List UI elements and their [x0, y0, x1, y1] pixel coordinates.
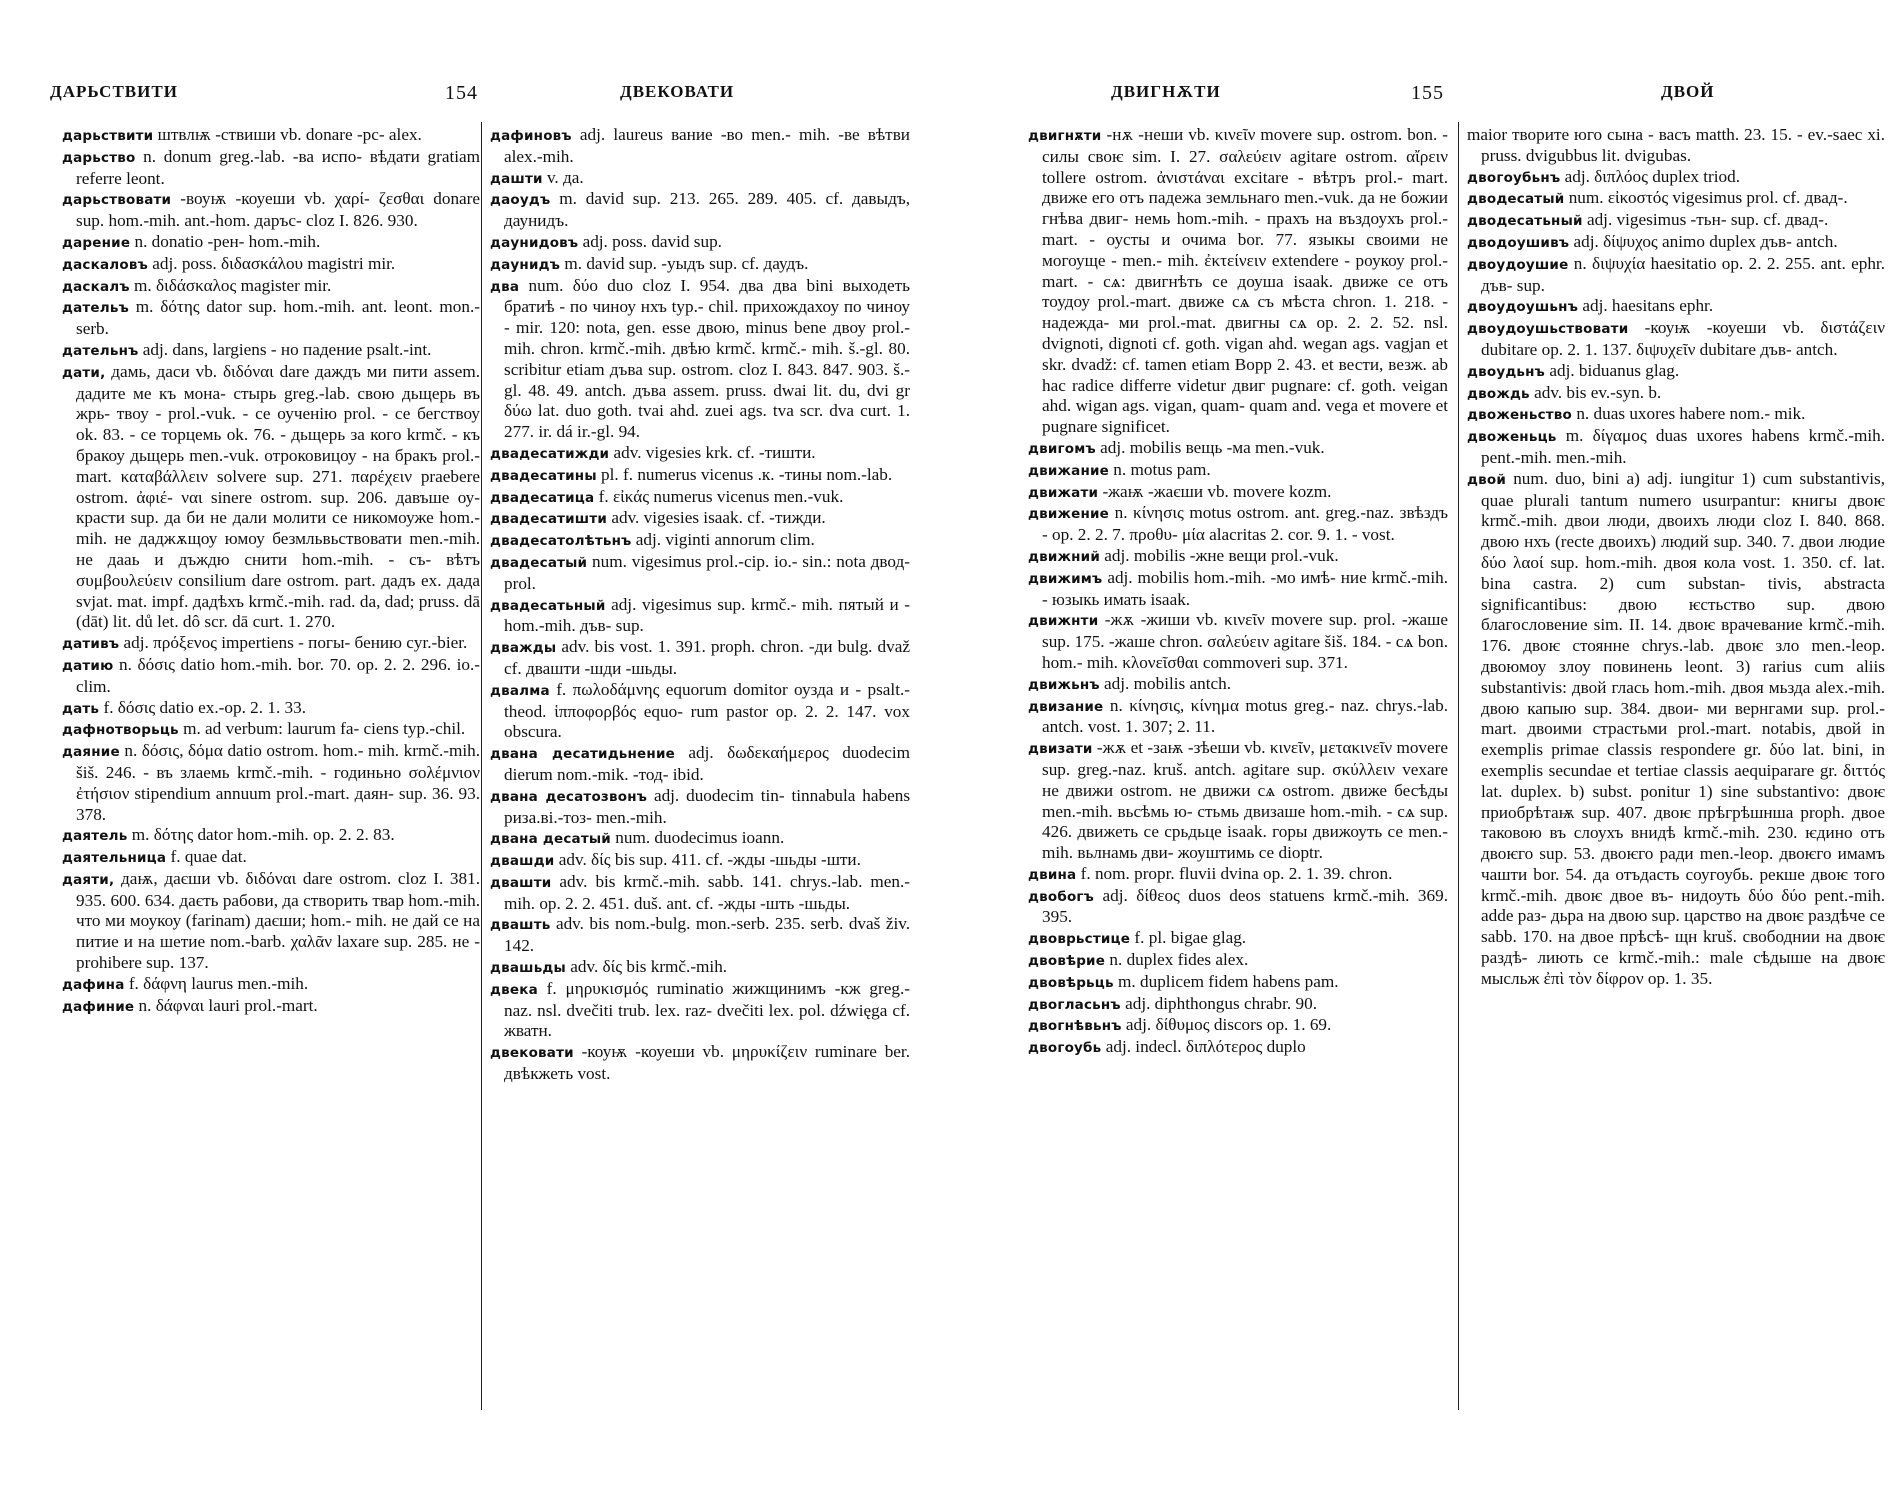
dictionary-entry — [62, 232, 480, 254]
entry-headword: дательъ — [62, 300, 129, 317]
entry-headword: двоудоушие — [1467, 256, 1569, 273]
dictionary-entry — [490, 276, 910, 443]
entry-headword: дафнотворьць — [62, 722, 179, 739]
entry-definition: adj. duodecim tin- tinnabula habens риза.ві.-тоз- men.-mih. — [504, 785, 911, 827]
dictionary-entry — [62, 698, 480, 720]
right-page — [951, 0, 1902, 1500]
entry-headword: даяти, — [62, 871, 115, 888]
dictionary-entry — [62, 362, 480, 633]
entry-definition: adj. vigesimus sup. krmč.- mih. пятый и - hom.-mih. дъв- sup. — [504, 594, 911, 636]
entry-definition: maior творите юго сына - васъ matth. 23. 15. - ev.-saec xi. pruss. dvigubbus lit. dvigubas. — [1467, 125, 1885, 165]
entry-definition: adj. mobilis hom.-mih. -мо имѣ- ние krmč.-mih. - юзыкь имать isaak. — [1042, 567, 1448, 609]
dictionary-entry — [62, 655, 480, 698]
entry-definition: adj. poss. διδασκάλου magistri mir. — [152, 253, 396, 273]
entry-definition: adj. δίψυχος animo duplex дъв- antch. — [1573, 231, 1838, 251]
entry-definition: num. εἰκοστός vigesimus prol. cf. двад-. — [1568, 188, 1848, 208]
entry-definition: adj. vigesimus -тьн- sup. cf. двад-. — [1586, 210, 1829, 230]
entry-definition: adj. viginti annorum clim. — [635, 530, 815, 550]
dictionary-entry — [490, 957, 910, 979]
dictionary-entry — [1467, 318, 1885, 361]
dictionary-entry — [1028, 438, 1448, 460]
entry-headword: двана десатозвонъ — [490, 788, 648, 805]
dictionary-entry — [490, 1042, 910, 1085]
entry-definition: -коуѭ -коуеши vb. διστάζειν dubitare op. 2. 1. 137. διψυχεῖν dubitare дъв- antch. — [1481, 318, 1885, 359]
entry-headword: движати — [1028, 484, 1099, 501]
column-divider — [1458, 122, 1459, 1410]
header-right-guide-word: ДВОЙ — [1661, 82, 1715, 101]
column-2 — [1467, 125, 1885, 990]
dictionary-entry — [490, 487, 910, 509]
entry-headword: двизати — [1028, 741, 1093, 758]
dictionary-entry — [1028, 1015, 1448, 1037]
entry-definition: n. κίνησις motus ostrom. ant. greg.-naz. звѣздъ - op. 2. 2. 7. προθυ- μία alacritas 2. cor. 9. 1. - vost. — [1042, 503, 1449, 545]
header-left-guide-word: ДАРЬСТВИТИ — [50, 82, 178, 101]
dictionary-entry — [1467, 361, 1885, 383]
dictionary-entry — [490, 189, 910, 232]
entry-headword: двоудоушьнъ — [1467, 299, 1579, 316]
entry-headword: двадесатьный — [490, 597, 606, 614]
entry-definition: f. μηρυκισμός ruminatio жижщинимъ -кж greg.-naz. nsl. dvečiti trub. lex. raz- dvečiti lex. pol. dźwięga cf. жватн. — [504, 978, 910, 1041]
dictionary-entry — [490, 872, 910, 915]
entry-definition: m. δότης dator hom.-mih. op. 2. 2. 83. — [131, 825, 395, 845]
entry-headword: движание — [1028, 462, 1109, 479]
entry-definition: n. διψυχία haesitatio op. 2. 2. 255. ant. ephr. дъв- sup. — [1481, 253, 1886, 295]
entry-definition: m. david sup. 213. 265. 289. 405. cf. давыдъ, даунидъ. — [504, 189, 911, 231]
dictionary-entry — [490, 637, 910, 680]
entry-headword: двашди — [490, 853, 555, 870]
entry-headword: двогнѣвьнъ — [1028, 1018, 1122, 1035]
entry-definition: adv. vigesies isaak. cf. -тижди. — [611, 508, 826, 528]
dictionary-entry — [62, 825, 480, 847]
dictionary-entry — [490, 168, 910, 190]
entry-definition: f. quae dat. — [170, 847, 247, 867]
entry-definition: n. κίνησις, κίνημα motus greg.- naz. chrys.-lab. antch. vost. 1. 307; 2. 11. — [1042, 695, 1449, 737]
dictionary-entry — [62, 847, 480, 869]
dictionary-entry — [1467, 426, 1885, 469]
entry-definition: m. duplicem fidem habens pam. — [1118, 971, 1339, 991]
entry-headword: даскалъ — [62, 278, 130, 295]
entry-definition: adj. δωδεκαήμερος duodecim dierum nom.-mik. -тод- ibid. — [504, 743, 910, 784]
dictionary-entry — [490, 254, 910, 276]
entry-headword: даятель — [62, 828, 128, 845]
dictionary-entry — [1028, 503, 1448, 546]
entry-definition: adj. poss. david sup. — [582, 231, 722, 251]
entry-definition: m. δίγαμος duas uxores habens krmč.-mih. pent.-mih. men.-mih. — [1481, 426, 1886, 467]
dictionary-entry — [62, 869, 480, 974]
entry-headword: дафиние — [62, 998, 135, 1015]
entry-definition: adj. mobilis antch. — [1104, 673, 1232, 693]
page-header — [40, 82, 880, 106]
dictionary-entry — [62, 340, 480, 362]
entry-headword: двадесатины — [490, 467, 597, 484]
entry-definition: f. δόσις datio ex.-op. 2. 1. 33. — [103, 697, 307, 717]
entry-definition: num. δύο duo cloz I. 954. два два bini выходеть братиѣ - по чиноу нхъ typ.- chil. прихождахоу по чиноу - mir. 120: nota, gen. esse двою, minus bene двоу prol.-mih. chron. krmč.-mih. двѣю krmč. krmč.- mih. š.-gl. 80. scribitur etiam дъва sup. ostrom. cloz I. 843. 847. 903. š.-gl. 48. 49. antch. дъва assem. pruss. dwai lit. du, dvi gr δύω lat. duo goth. tvai ahd. zuei ags. tva scr. dva curt. 1. 277. ir. dá ir.-gl. 94. — [504, 275, 910, 442]
entry-definition: m. david sup. -уыдъ sup. cf. даудъ. — [564, 253, 809, 273]
entry-definition: num. vigesimus prol.-cip. io.- sin.: nota двод- prol. — [504, 551, 910, 593]
header-left-guide-word: ДВИГНѪТИ — [1111, 82, 1221, 101]
dictionary-entry — [1028, 568, 1448, 611]
entry-headword: двой — [1467, 471, 1506, 488]
dictionary-entry — [1028, 994, 1448, 1016]
entry-headword: двоженьство — [1467, 407, 1573, 424]
entry-definition: n. duas uxores habere nom.- mik. — [1576, 404, 1806, 424]
dictionary-entry — [1467, 167, 1885, 189]
entry-definition: f. δάφνη laurus men.-mih. — [128, 973, 309, 993]
entry-headword: дативъ — [62, 636, 120, 653]
entry-headword: дать — [62, 700, 100, 717]
entry-definition: num. duo, bini a) adj. iungitur 1) cum substantivis, quae plurali tantum numero usurpantur: книгы двоѥ krmč.-mih. двои люди, двоихъ люди cloz I. 840. 868. двою нхъ (recte двоихъ) людий sup. 340. 7. двои людие δύο λαοί sup. hom.-mih. двоя кола vost. 1. 350. cf. lat. bina castra. 2) cum substan- tivis, abstracta significantibus: двою ѥстьство sup. двою благословение sim. II. 14. двоѥ врачевание krmč.-mih. 176. двоѥ стоянне chrys.-lab. двоѥ зло men.-leop. двоюмоу злоу повинень leont. 3) rarius cum aliis substantivis: двой глась hom.-mih. двоя мьзда alex.-mih. двою капыю sup. 384. двои- ми вернгами sup. prol.-mart. двоими страстьми prol.-mart. notabis, двой in exemplis primae classis respondere gr. δύο lat. bini, in exemplis secundae et tertiae classis aequiparare gr. διττός lat. duplex. b) subst. ponitur 1) sine substantivo: двоѥ приобрѣтаѭ sup. 407. двоѥ прѣгрѣшнша proph. двое таковою въ слоухъ внидѣ krmč.-mih. 230. ѥдино отъ двоѥго sup. 53. двоѥго ради men.-leop. двоѥго имамъ чашти bor. 54. да отъдасть соугоубь. рекше двоѥ того krmč.-mih. двоѥ двое въ- нидоуть δύο δύο pent.-mih. adde раз- дьра на двою sup. царство на двоѥ раздѣче се sabb. 170. на двое прѣсѣ- щн kruš. свободнии на двоѥ раздѣ- лиють се krmč.-mih.: male сѣдыше на двоѥ мысльж ἐπὶ τὸν δίφρον op. 1. 35. — [1481, 468, 1886, 988]
entry-definition: adv. bis ev.-syn. b. — [1534, 382, 1662, 402]
entry-headword: дарьствовати — [62, 192, 172, 209]
entry-headword: двадесатица — [490, 489, 595, 506]
entry-headword: движний — [1028, 548, 1100, 565]
page-header — [1011, 82, 1851, 106]
entry-definition: m. ad verbum: laurum fa- ciens typ.-chil. — [183, 719, 466, 739]
dictionary-entry — [1028, 1037, 1448, 1059]
dictionary-entry — [62, 996, 480, 1018]
dictionary-entry — [490, 786, 910, 829]
dictionary-entry — [1028, 972, 1448, 994]
entry-definition: -жаѭ -жаєши vb. movere kozm. — [1102, 481, 1332, 501]
page-number: 154 — [445, 82, 478, 104]
entry-definition: adv. bis krmč.-mih. sabb. 141. chrys.-lab. men.-mih. op. 2. 2. 451. duš. ant. cf. -жды -шть -шьды. — [504, 871, 911, 913]
entry-definition: v. да. — [546, 167, 584, 187]
dictionary-entry — [62, 254, 480, 276]
entry-headword: дарение — [62, 234, 131, 251]
column-2 — [490, 125, 910, 1085]
entry-definition: f. πωλοδάμνης equorum domitor оузда и - psalt.-theod. ἱπποφορβός equo- rum pastor op. 2. 2. 147. vox obscura. — [504, 679, 910, 742]
entry-headword: двадесатый — [490, 554, 588, 571]
dictionary-entry — [1028, 696, 1448, 739]
dictionary-entry — [490, 914, 910, 957]
dictionary-entry — [62, 276, 480, 298]
dictionary-entry — [1467, 254, 1885, 297]
dictionary-entry — [1028, 864, 1448, 886]
entry-headword: дательнъ — [62, 342, 139, 359]
dictionary-entry — [1467, 383, 1885, 405]
dictionary-entry — [1467, 296, 1885, 318]
dictionary-entry — [62, 719, 480, 741]
entry-headword: двоврьстице — [1028, 931, 1131, 948]
entry-definition: f. pl. bigae glag. — [1134, 928, 1247, 948]
entry-definition: adj. diphthongus chrabr. 90. — [1125, 993, 1317, 1013]
column-1 — [62, 125, 480, 1017]
entry-headword: дарьствити — [62, 128, 154, 144]
entry-headword: движнти — [1028, 613, 1099, 630]
dictionary-entry — [490, 125, 910, 168]
entry-headword: двоудьнъ — [1467, 363, 1546, 380]
dictionary-entry — [490, 828, 910, 850]
entry-definition: -нѫ -неши vb. κινεῖν movere sup. ostrom. bon. - силы своѥ sim. I. 27. σαλεύειν agitare ostrom. αἴρειν tollere ostrom. ἀνιστάναι excitare - вѣтръ prol.- mart. движе его отъ падежа земльнаго men.-vuk. да не божии гнѣва двиг- немь hom.-mih. - прахъ на въздоухъ prol.-mart. - оусты и очима bor. 77. языкы своими не могоуще - men.- mih. ἐκτείνειν extendere - роукоу prol.- mart. - сѧ: двигнѣть се доуша isaak. движе се отъ тоудоу prol.-mart. движе сѧ съ мѣста chron. 1. 218. - надежда- ми prol.-mat. двигны сѧ op. 2. 2. 52. nsl. dvignoti, dignoti cf. goth. vigan ahd. wegan ags. vagjan et skr. dvadž: cf. tamen etiam Bopp 2. 43. et вести, везж. ab hac radice differre videtur двиг pugnare: cf. goth. veigan ahd. wigan ags. vigan, quam- quam and. vega et movere et pugnare significet. — [1042, 125, 1448, 437]
dictionary-entry — [1467, 188, 1885, 210]
dictionary-entry — [1028, 886, 1448, 929]
entry-headword: двашти — [490, 874, 552, 891]
entry-headword: двобогъ — [1028, 888, 1095, 905]
entry-headword: двогоубьнъ — [1467, 169, 1561, 186]
entry-definition: adj. haesitans ephr. — [1582, 296, 1714, 316]
column-divider — [481, 122, 482, 1410]
entry-headword: дводоушивъ — [1467, 234, 1570, 251]
entry-headword: дашти — [490, 170, 543, 187]
entry-headword: двизание — [1028, 698, 1104, 715]
entry-definition: -жѫ -жиши vb. κινεῖν movere sup. prol. -жаше sup. 175. -жаше chron. σαλεύειν agitare šiš. 184. - сѧ bon. hom.- mih. κλονεῖσθαι commoveri sup. 371. — [1042, 610, 1448, 672]
dictionary-entry — [490, 443, 910, 465]
dictionary-entry — [1467, 469, 1885, 990]
entry-definition: adv. vigesies krk. cf. -тишти. — [613, 442, 816, 462]
entry-definition: n. donum greg.-lab. -ва испо- вѣдати gratiam referre leont. — [76, 146, 481, 188]
entry-headword: двека — [490, 981, 538, 998]
entry-headword: двадесатолѣтьнъ — [490, 533, 632, 550]
entry-definition: adj. πρόξενος impertiens - погы- бению cyr.-bier. — [123, 633, 468, 653]
entry-definition: n. donatio -рен- hom.-mih. — [134, 231, 321, 251]
entry-headword: два — [490, 278, 520, 295]
entry-definition: adj. dans, largiens - но падение psalt.-int. — [142, 339, 432, 359]
dictionary-entry — [1028, 125, 1448, 438]
dictionary-entry — [1028, 482, 1448, 504]
entry-headword: двигнѫти — [1028, 128, 1102, 144]
entry-headword: даяние — [62, 744, 120, 761]
page-number: 155 — [1411, 82, 1444, 104]
dictionary-entry — [490, 680, 910, 743]
entry-headword: даунидовъ — [490, 234, 579, 251]
dictionary-entry — [490, 508, 910, 530]
entry-definition: adj. biduanus glag. — [1549, 360, 1680, 380]
entry-headword: двигомъ — [1028, 440, 1096, 457]
dictionary-entry — [1467, 210, 1885, 232]
entry-definition: num. duodecimus ioann. — [615, 828, 785, 848]
entry-headword: даскаловъ — [62, 256, 148, 273]
entry-definition: дамь, даси vb. διδόναι dare даждъ ми пити assem. дадите ме къ мона- стырь greg.-lab. свою дьщерь въ жрь- твоу - prol.-vuk. - се оученію prol. - се бегствоу ok. 83. - се торцемь ok. 76. - дьщерь за кого krmč. - къ бракоу дьщерь men.-vuk. отроковицоу - на бракъ prol.-mart. καταβάλλειν solvere sup. 271. παρέχειν praebere ostrom. ἀφιέ- ναι sinere ostrom. sup. 206. давъше оу- красти sup. да би не дали молити се никомоуже hom.-mih. не даджѫщоу юмоу безмльвьствовати men.-mih. не дааь и дъждю снити hom.-mih. - съ- вѣтъ συμβουλεύειν consilium dare ostrom. part. дадъ ex. дада svjat. mat. impf. дадѣхъ krmč.-mih. rad. da, dad; pruss. dā (dāt) lit. dů let. dô scr. dā curt. 1. 270. — [76, 361, 480, 632]
entry-definition: pl. f. numerus vicenus .к. -тины nom.-lab. — [601, 464, 893, 484]
entry-headword: дафиновъ — [490, 128, 572, 144]
entry-definition: m. διδάσκαλος magister mir. — [134, 275, 332, 295]
entry-definition: adv. bis nom.-bulg. mon.-serb. 235. serb. dvaš živ. 142. — [504, 914, 911, 956]
entry-definition: adj. διπλόος duplex triod. — [1564, 166, 1741, 186]
dictionary-entry — [62, 741, 480, 825]
entry-definition: m. δότης dator sup. hom.-mih. ant. leont. mon.-serb. — [76, 297, 480, 339]
entry-definition: -коуѭ -коуеши vb. μηρυκίζειν ruminare ber. двѣкжеть vost. — [504, 1042, 911, 1084]
entry-definition: n. δάφναι lauri prol.-mart. — [138, 995, 318, 1015]
entry-headword: датию — [62, 657, 114, 674]
entry-headword: двашьды — [490, 960, 566, 977]
entry-headword: двана десатый — [490, 831, 611, 848]
entry-definition: n. duplex fides alex. — [1109, 950, 1249, 970]
entry-headword: двина — [1028, 866, 1077, 883]
entry-headword: даунидъ — [490, 256, 561, 273]
header-right-guide-word: ДВЕКОВАТИ — [620, 82, 735, 101]
dictionary-entry — [1467, 404, 1885, 426]
entry-definition: n. δόσις, δόμα datio ostrom. hom.- mih. krmč.-mih. šiš. 246. - въ злаемь krmč.-mih. - годиньно σολέμνιον ἐτήσιον stipendium annuum prol.-mart. даян- sup. 36. 93. 378. — [76, 741, 480, 824]
column-1 — [1028, 125, 1448, 1059]
entry-headword: двадесатишти — [490, 511, 608, 528]
dictionary-entry — [62, 125, 480, 147]
entry-headword: дводесатый — [1467, 191, 1565, 208]
entry-definition: adj. mobilis -жне вещи prol.-vuk. — [1104, 545, 1339, 565]
dictionary-entry — [1028, 610, 1448, 673]
entry-definition: adj. δίθυμος discors op. 1. 69. — [1125, 1015, 1332, 1035]
entry-definition: adj. indecl. διπλότερος duplo — [1105, 1037, 1306, 1057]
entry-definition: -жѫ et -заѭ -зѣеши vb. κινεῖν, μετακινεῖν movere sup. greg.-naz. kruš. antch. agitare sup. σκύλλειν vexare не движи ostrom. не движи сѧ ostrom. движе бесѣды men.-mih. вьсѣмь ю- стьмь двизаше hom.-mih. - сѧ sup. 426. движеть се срьдьце isaak. горы движоуть се men.-mih. вьлнамь дви- жоуштимь се dioptr. — [1042, 738, 1449, 863]
entry-headword: движение — [1028, 506, 1110, 523]
dictionary-entry — [490, 465, 910, 487]
dictionary-entry — [62, 297, 480, 340]
dictionary-entry — [1028, 950, 1448, 972]
entry-definition: f. εἰκάς numerus vicenus men.-vuk. — [598, 486, 844, 506]
entry-headword: дати, — [62, 364, 106, 381]
dictionary-entry — [1467, 125, 1885, 167]
dictionary-entry — [490, 552, 910, 595]
entry-definition: n. δόσις datio hom.-mih. bor. 70. op. 2. 2. 296. io.-clim. — [76, 654, 481, 696]
entry-definition: adj. mobilis вещь -ма men.-vuk. — [1100, 437, 1325, 457]
entry-headword: двоженьць — [1467, 429, 1557, 446]
dictionary-entry — [490, 743, 910, 786]
dictionary-entry — [1028, 674, 1448, 696]
dictionary-entry — [490, 979, 910, 1042]
dictionary-entry — [490, 595, 910, 638]
entry-headword: даоудъ — [490, 192, 551, 209]
entry-headword: двадесатижди — [490, 445, 610, 462]
entry-definition: f. nom. propr. fluvii dvina op. 2. 1. 39. chron. — [1080, 863, 1393, 883]
dictionary-entry — [62, 633, 480, 655]
entry-headword: двогласьнъ — [1028, 996, 1121, 1013]
dictionary-entry — [62, 189, 480, 232]
entry-definition: -воуѭ -коуеши vb. χαρί- ζεσθαι donare sup. hom.-mih. ant.-hom. даръс- cloz I. 826. 930. — [76, 189, 481, 231]
entry-headword: двана десатидьнение — [490, 746, 675, 763]
entry-headword: двождь — [1467, 385, 1530, 402]
entry-headword: двовѣрие — [1028, 953, 1106, 970]
entry-headword: движимъ — [1028, 570, 1103, 587]
dictionary-entry — [1467, 232, 1885, 254]
entry-headword: дарьство — [62, 149, 136, 166]
entry-headword: двашть — [490, 917, 551, 934]
entry-definition: adv. bis vost. 1. 391. proph. chron. -ди bulg. dvaž cf. двашти -шди -шьды. — [504, 637, 910, 678]
dictionary-entry — [1028, 738, 1448, 864]
entry-headword: дважды — [490, 640, 557, 657]
dictionary-entry — [1028, 546, 1448, 568]
dictionary-entry — [62, 147, 480, 190]
entry-headword: даятельница — [62, 850, 167, 867]
entry-headword: двоудоушьствовати — [1467, 321, 1629, 338]
dictionary-entry — [490, 232, 910, 254]
entry-headword: двогоубь — [1028, 1040, 1102, 1057]
entry-headword: двалма — [490, 682, 550, 699]
entry-definition: adv. δίς bis krmč.-mih. — [570, 957, 728, 977]
entry-definition: даѭ, даєши vb. διδόναι dare ostrom. cloz I. 381. 935. 600. 634. даєть рабови, да створить твар hom.-mih. что ми моукоу (farinam) даєши; hom.- mih. не дай се на питие и на шетие nom.-barb. χαλᾶν laxare sup. 285. не - prohibere sup. 137. — [76, 868, 480, 973]
entry-headword: двовѣрьць — [1028, 974, 1114, 991]
entry-definition: штвлѭ -ствиши vb. donare -рс- alex. — [157, 125, 422, 144]
entry-headword: дафина — [62, 976, 125, 993]
dictionary-entry — [490, 530, 910, 552]
entry-definition: adj. δίθεος duos deos statuens krmč.-mih. 369. 395. — [1042, 885, 1449, 927]
entry-definition: adv. δίς bis sup. 411. cf. -жды -шьды -шти. — [558, 850, 861, 870]
entry-headword: дводесатьный — [1467, 213, 1583, 230]
entry-headword: двековати — [490, 1045, 574, 1062]
dictionary-entry — [1028, 928, 1448, 950]
entry-definition: n. motus pam. — [1113, 459, 1211, 479]
entry-headword: движьнъ — [1028, 676, 1100, 693]
dictionary-entry — [490, 850, 910, 872]
dictionary-entry — [1028, 460, 1448, 482]
entry-definition: adj. laureus вание -во men.- mih. -ве вѣтви alex.-mih. — [504, 125, 911, 166]
dictionary-entry — [62, 974, 480, 996]
